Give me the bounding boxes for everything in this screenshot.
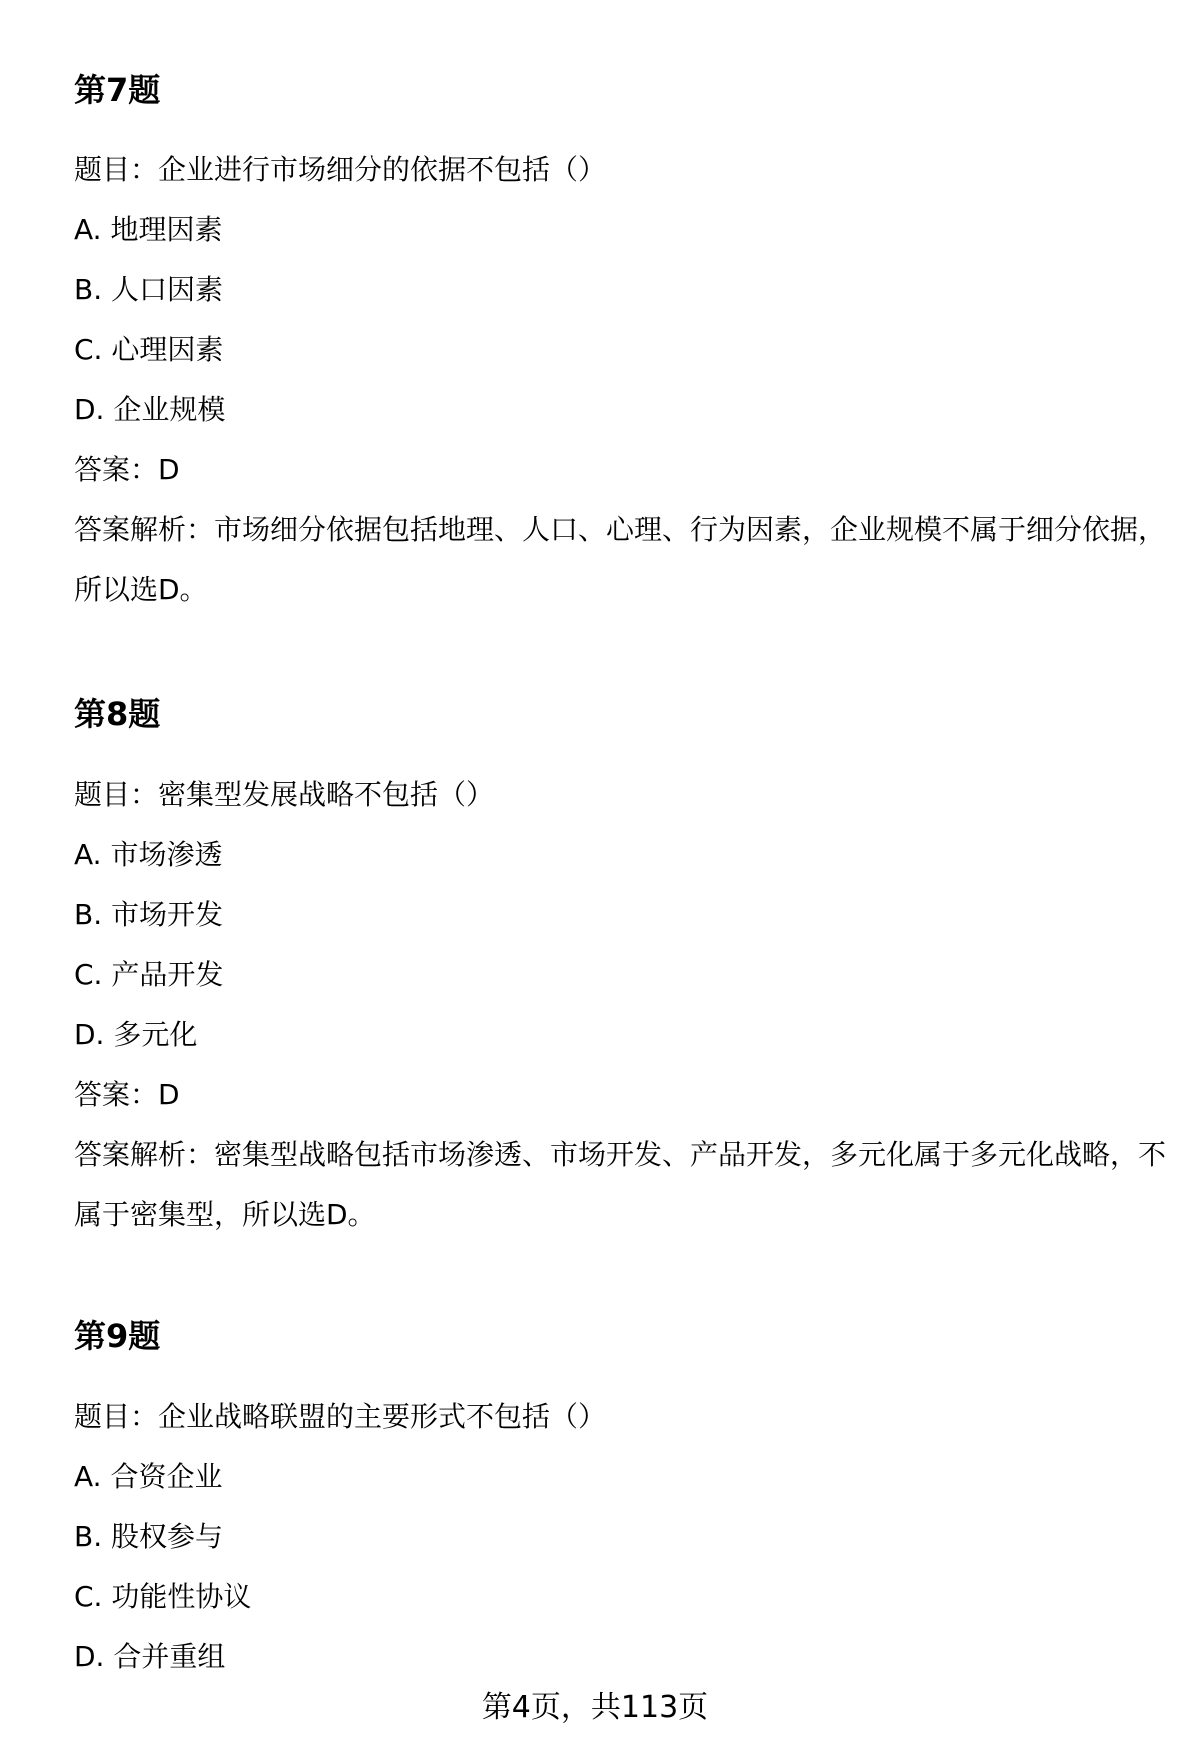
question-9	[74, 1316, 160, 1356]
option-d: D. 多元化	[74, 1018, 198, 1051]
answer-explanation: 答案解析：市场细分依据包括地理、人口、心理、行为因素，企业规模不属于细分依据，所以选D。	[74, 513, 1167, 606]
option-a: A. 地理因素	[74, 213, 223, 246]
question-heading: 第7题	[74, 71, 161, 109]
option-b: B. 股权参与	[74, 1520, 224, 1553]
question-9-body	[74, 1397, 606, 1697]
question-stem: 题目：密集型发展战略不包括（）	[74, 778, 495, 811]
question-heading: 第8题	[74, 695, 161, 733]
answer-explanation: 答案解析：密集型战略包括市场渗透、市场开发、产品开发，多元化属于多元化战略，不属于密集型，所以选D。	[74, 1138, 1167, 1231]
answer: 答案：D	[74, 453, 180, 486]
option-c: C. 功能性协议	[74, 1580, 252, 1613]
option-b: B. 人口因素	[74, 273, 224, 306]
answer: 答案：D	[74, 1078, 180, 1111]
question-8	[74, 694, 160, 734]
option-a: A. 合资企业	[74, 1460, 223, 1493]
option-c: C. 产品开发	[74, 958, 224, 991]
question-8-body	[74, 775, 1174, 1245]
question-7	[74, 70, 160, 110]
option-b: B. 市场开发	[74, 898, 224, 931]
question-stem: 题目：企业战略联盟的主要形式不包括（）	[74, 1400, 607, 1433]
option-d: D. 企业规模	[74, 393, 226, 426]
option-a: A. 市场渗透	[74, 838, 223, 871]
question-stem: 题目：企业进行市场细分的依据不包括（）	[74, 153, 607, 186]
question-heading: 第9题	[74, 1317, 161, 1355]
option-c: C. 心理因素	[74, 333, 224, 366]
option-d: D. 合并重组	[74, 1640, 226, 1673]
page-number-footer: 第4页，共113页	[481, 1690, 709, 1725]
question-7-body	[74, 150, 1174, 620]
